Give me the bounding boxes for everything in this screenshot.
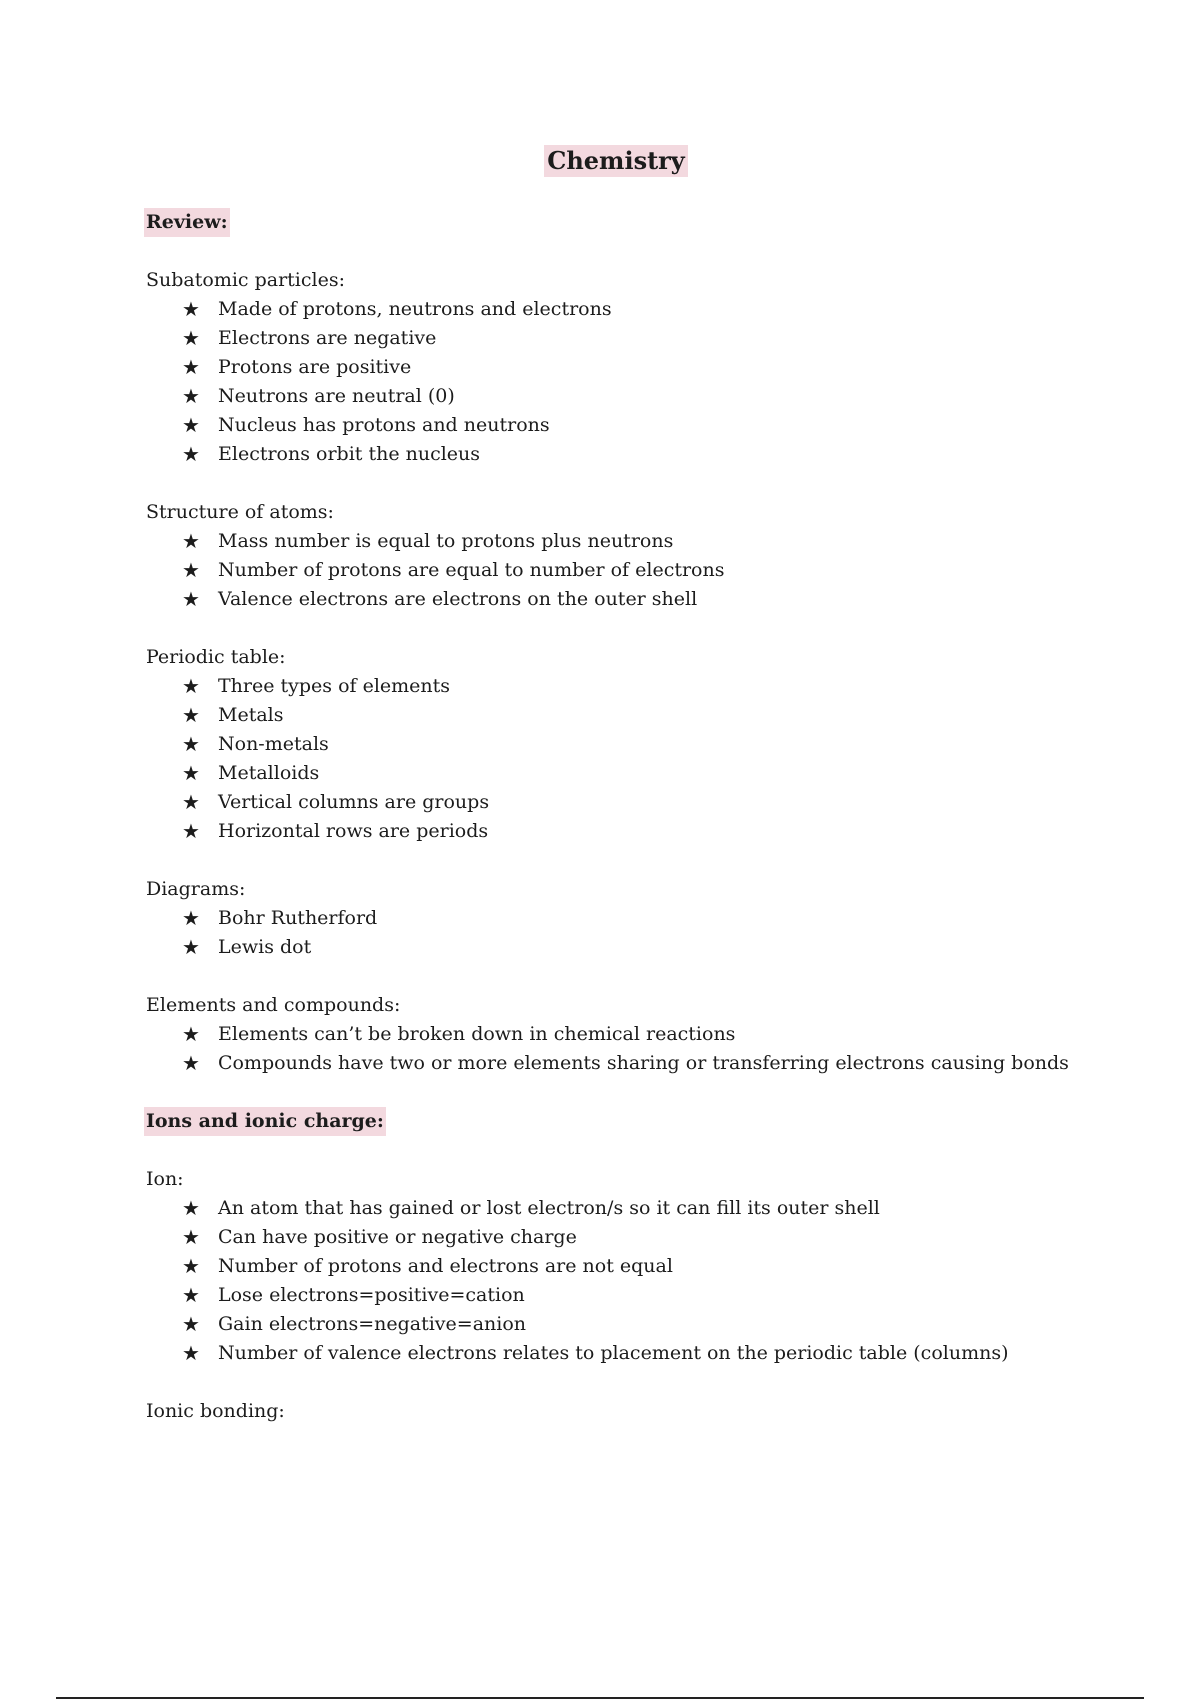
group-diagrams — [146, 875, 1156, 962]
ions-heading-row — [146, 1107, 1156, 1136]
list-item: ★ Lose electrons=positive=cation — [146, 1281, 1156, 1310]
list-item: ★ An atom that has gained or lost electron/s so it can fill its outer shell — [146, 1194, 1156, 1223]
list-item: ★ Lewis dot — [146, 933, 1156, 962]
star-icon: ★ — [182, 355, 200, 379]
star-icon: ★ — [182, 790, 200, 814]
star-icon: ★ — [182, 1051, 200, 1075]
star-icon: ★ — [182, 1254, 200, 1278]
review-heading-row — [146, 208, 1156, 237]
star-icon: ★ — [182, 1283, 200, 1307]
star-icon: ★ — [182, 674, 200, 698]
page-title: Chemistry — [544, 145, 688, 177]
title-container — [0, 145, 1200, 177]
subheading: Periodic table: — [146, 646, 286, 668]
subheading: Subatomic particles: — [146, 269, 345, 291]
star-icon: ★ — [182, 297, 200, 321]
list-item: ★ Number of protons are equal to number of electrons — [146, 556, 1156, 585]
star-icon: ★ — [182, 1225, 200, 1249]
list-item: ★ Metals — [146, 701, 1156, 730]
list-item: ★ Can have positive or negative charge — [146, 1223, 1156, 1252]
list-item: ★ Electrons are negative — [146, 324, 1156, 353]
group-structure-of-atoms — [146, 498, 1156, 614]
star-icon: ★ — [182, 1312, 200, 1336]
star-icon: ★ — [182, 935, 200, 959]
star-icon: ★ — [182, 587, 200, 611]
star-icon: ★ — [182, 558, 200, 582]
subheading: Ion: — [146, 1168, 184, 1190]
star-icon: ★ — [182, 326, 200, 350]
star-icon: ★ — [182, 1196, 200, 1220]
star-icon: ★ — [182, 761, 200, 785]
section-heading-review: Review: — [144, 208, 230, 237]
list-item: ★ Three types of elements — [146, 672, 1156, 701]
subheading: Ionic bonding: — [146, 1400, 285, 1422]
group-periodic-table — [146, 643, 1156, 846]
list-item: ★ Made of protons, neutrons and electrons — [146, 295, 1156, 324]
group-elements-and-compounds — [146, 991, 1156, 1078]
bullet-list — [146, 295, 1156, 469]
group-ionic-bonding — [146, 1397, 1156, 1426]
group-subatomic-particles — [146, 266, 1156, 469]
list-item: ★ Electrons orbit the nucleus — [146, 440, 1156, 469]
star-icon: ★ — [182, 384, 200, 408]
list-item: ★ Protons are positive — [146, 353, 1156, 382]
star-icon: ★ — [182, 413, 200, 437]
subheading: Structure of atoms: — [146, 501, 334, 523]
list-item: ★ Vertical columns are groups — [146, 788, 1156, 817]
list-item: ★ Compounds have two or more elements sharing or transferring electrons causing bonds — [146, 1049, 1156, 1078]
star-icon: ★ — [182, 1022, 200, 1046]
group-ion — [146, 1165, 1156, 1368]
star-icon: ★ — [182, 1341, 200, 1365]
list-item: ★ Metalloids — [146, 759, 1156, 788]
list-item: ★ Elements can’t be broken down in chemical reactions — [146, 1020, 1156, 1049]
list-item: ★ Non-metals — [146, 730, 1156, 759]
list-item: ★ Gain electrons=negative=anion — [146, 1310, 1156, 1339]
bullet-list — [146, 1020, 1156, 1078]
star-icon: ★ — [182, 703, 200, 727]
list-item: ★ Neutrons are neutral (0) — [146, 382, 1156, 411]
list-item: ★ Number of protons and electrons are not equal — [146, 1252, 1156, 1281]
document-body — [146, 208, 1156, 1455]
bullet-list — [146, 527, 1156, 614]
section-heading-ions: Ions and ionic charge: — [144, 1107, 386, 1136]
list-item: ★ Horizontal rows are periods — [146, 817, 1156, 846]
star-icon: ★ — [182, 819, 200, 843]
bullet-list — [146, 672, 1156, 846]
list-item: ★ Bohr Rutherford — [146, 904, 1156, 933]
subheading: Elements and compounds: — [146, 994, 401, 1016]
list-item: ★ Number of valence electrons relates to placement on the periodic table (columns) — [146, 1339, 1156, 1368]
star-icon: ★ — [182, 906, 200, 930]
list-item: ★ Valence electrons are electrons on the outer shell — [146, 585, 1156, 614]
list-item: ★ Mass number is equal to protons plus neutrons — [146, 527, 1156, 556]
page-bottom-rule — [56, 1697, 1144, 1699]
star-icon: ★ — [182, 442, 200, 466]
bullet-list — [146, 1194, 1156, 1368]
bullet-list — [146, 904, 1156, 962]
subheading: Diagrams: — [146, 878, 246, 900]
star-icon: ★ — [182, 732, 200, 756]
list-item: ★ Nucleus has protons and neutrons — [146, 411, 1156, 440]
star-icon: ★ — [182, 529, 200, 553]
